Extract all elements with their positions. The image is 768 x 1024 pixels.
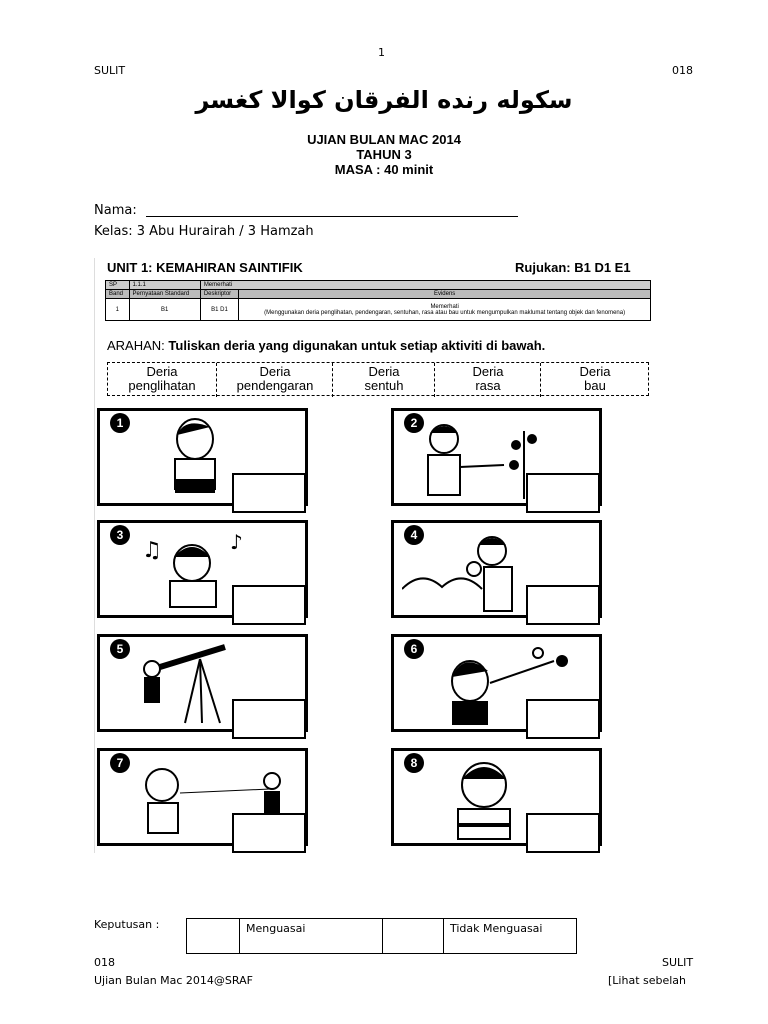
unit-title: UNIT 1: KEMAHIRAN SAINTIFIK [107, 260, 303, 275]
answer-box-2[interactable] [526, 473, 600, 513]
exam-title: UJIAN BULAN MAC 2014 [307, 132, 461, 147]
keputusan-label: Keputusan : [94, 918, 160, 931]
sp-title: Memerhati [200, 281, 650, 290]
exam-duration: MASA : 40 minit [334, 162, 434, 177]
footer-next-page: [Lihat sebelah [608, 974, 687, 987]
svg-text:♫: ♫ [142, 538, 162, 563]
activity-panel-8 [391, 748, 602, 846]
activity-number-2: 2 [404, 413, 424, 433]
evidence-detail: (Menggunakan deria penglihatan, pendengaran, sentuhan, rasa atau bau untuk mengumpulkan maklumat tentang objek dan fenomena) [264, 309, 626, 316]
option-tidak-menguasai: Tidak Menguasai [444, 919, 577, 954]
header-code: 018 [672, 64, 693, 77]
activity-number-3: 3 [110, 525, 130, 545]
answer-box-4[interactable] [526, 585, 600, 625]
cell-standard: B1 [129, 299, 200, 321]
sp-code: 1.1.1 [129, 281, 200, 290]
instruction [107, 338, 545, 353]
header-descriptor: Deskriptor [200, 290, 238, 299]
answer-box-3[interactable] [232, 585, 306, 625]
option-menguasai: Menguasai [240, 919, 383, 954]
sense-taste: Deria rasa [434, 363, 541, 397]
instruction-text: Tuliskan deria yang digunakan untuk setiap aktiviti di bawah. [168, 338, 546, 353]
answer-box-5[interactable] [232, 699, 306, 739]
cell-band: 1 [106, 299, 130, 321]
activity-number-4: 4 [404, 525, 424, 545]
sense-sight: Deria penglihatan [128, 364, 196, 393]
header-sulit: SULIT [94, 64, 126, 77]
answer-box-7[interactable] [232, 813, 306, 853]
footer-code: 018 [94, 956, 115, 969]
girl-singing-illustration [150, 417, 240, 501]
svg-text:♪: ♪ [230, 530, 243, 554]
exam-year: TAHUN 3 [356, 147, 412, 162]
sp-label: SP [106, 281, 130, 290]
activity-panel-2 [391, 408, 602, 506]
name-label: Nama: [94, 203, 137, 218]
sense-touch: Deria sentuh [332, 363, 435, 397]
header-evidence: Evidens [239, 290, 651, 299]
school-name-jawi: سكوله رنده الفرقان كوالا كغسر [195, 86, 573, 114]
activity-panel-4 [391, 520, 602, 618]
answer-box-8[interactable] [526, 813, 600, 853]
activity-number-7: 7 [110, 753, 130, 773]
class-value: 3 Abu Hurairah / 3 Hamzah [136, 224, 314, 239]
activity-number-6: 6 [404, 639, 424, 659]
evidence-title: Memerhati [430, 303, 459, 310]
page-number: 1 [378, 46, 385, 59]
activity-number-1: 1 [110, 413, 130, 433]
standard-table [105, 280, 651, 321]
header-standard: Pernyataan Standard [129, 290, 200, 299]
keputusan-table [186, 918, 577, 954]
footer-exam-credit: Ujian Bulan Mac 2014@SRAF [94, 974, 253, 987]
cell-descriptor: B1 D1 [200, 299, 238, 321]
checkbox-menguasai[interactable] [187, 919, 240, 954]
class-row [94, 224, 314, 239]
answer-box-1[interactable] [232, 473, 306, 513]
instruction-label: ARAHAN: [107, 338, 165, 353]
header-band: Band [106, 290, 130, 299]
sense-hearing: Deria pendengaran [216, 363, 333, 397]
activity-panel-3 [97, 520, 308, 618]
activity-panel-6 [391, 634, 602, 732]
senses-strip [107, 362, 649, 396]
name-field[interactable] [146, 216, 518, 217]
answer-box-6[interactable] [526, 699, 600, 739]
worksheet [94, 258, 661, 853]
sense-smell: Deria bau [540, 363, 649, 397]
activity-panel-1 [97, 408, 308, 506]
activity-number-8: 8 [404, 753, 424, 773]
checkbox-tidak-menguasai[interactable] [383, 919, 444, 954]
reference: Rujukan: B1 D1 E1 [515, 260, 631, 275]
class-label: Kelas: [94, 224, 133, 239]
cell-evidence [239, 299, 651, 321]
footer-sulit: SULIT [662, 956, 694, 969]
boy-eating-illustration [434, 755, 534, 841]
activity-panel-5 [97, 634, 308, 732]
activity-number-5: 5 [110, 639, 130, 659]
activity-panel-7 [97, 748, 308, 846]
